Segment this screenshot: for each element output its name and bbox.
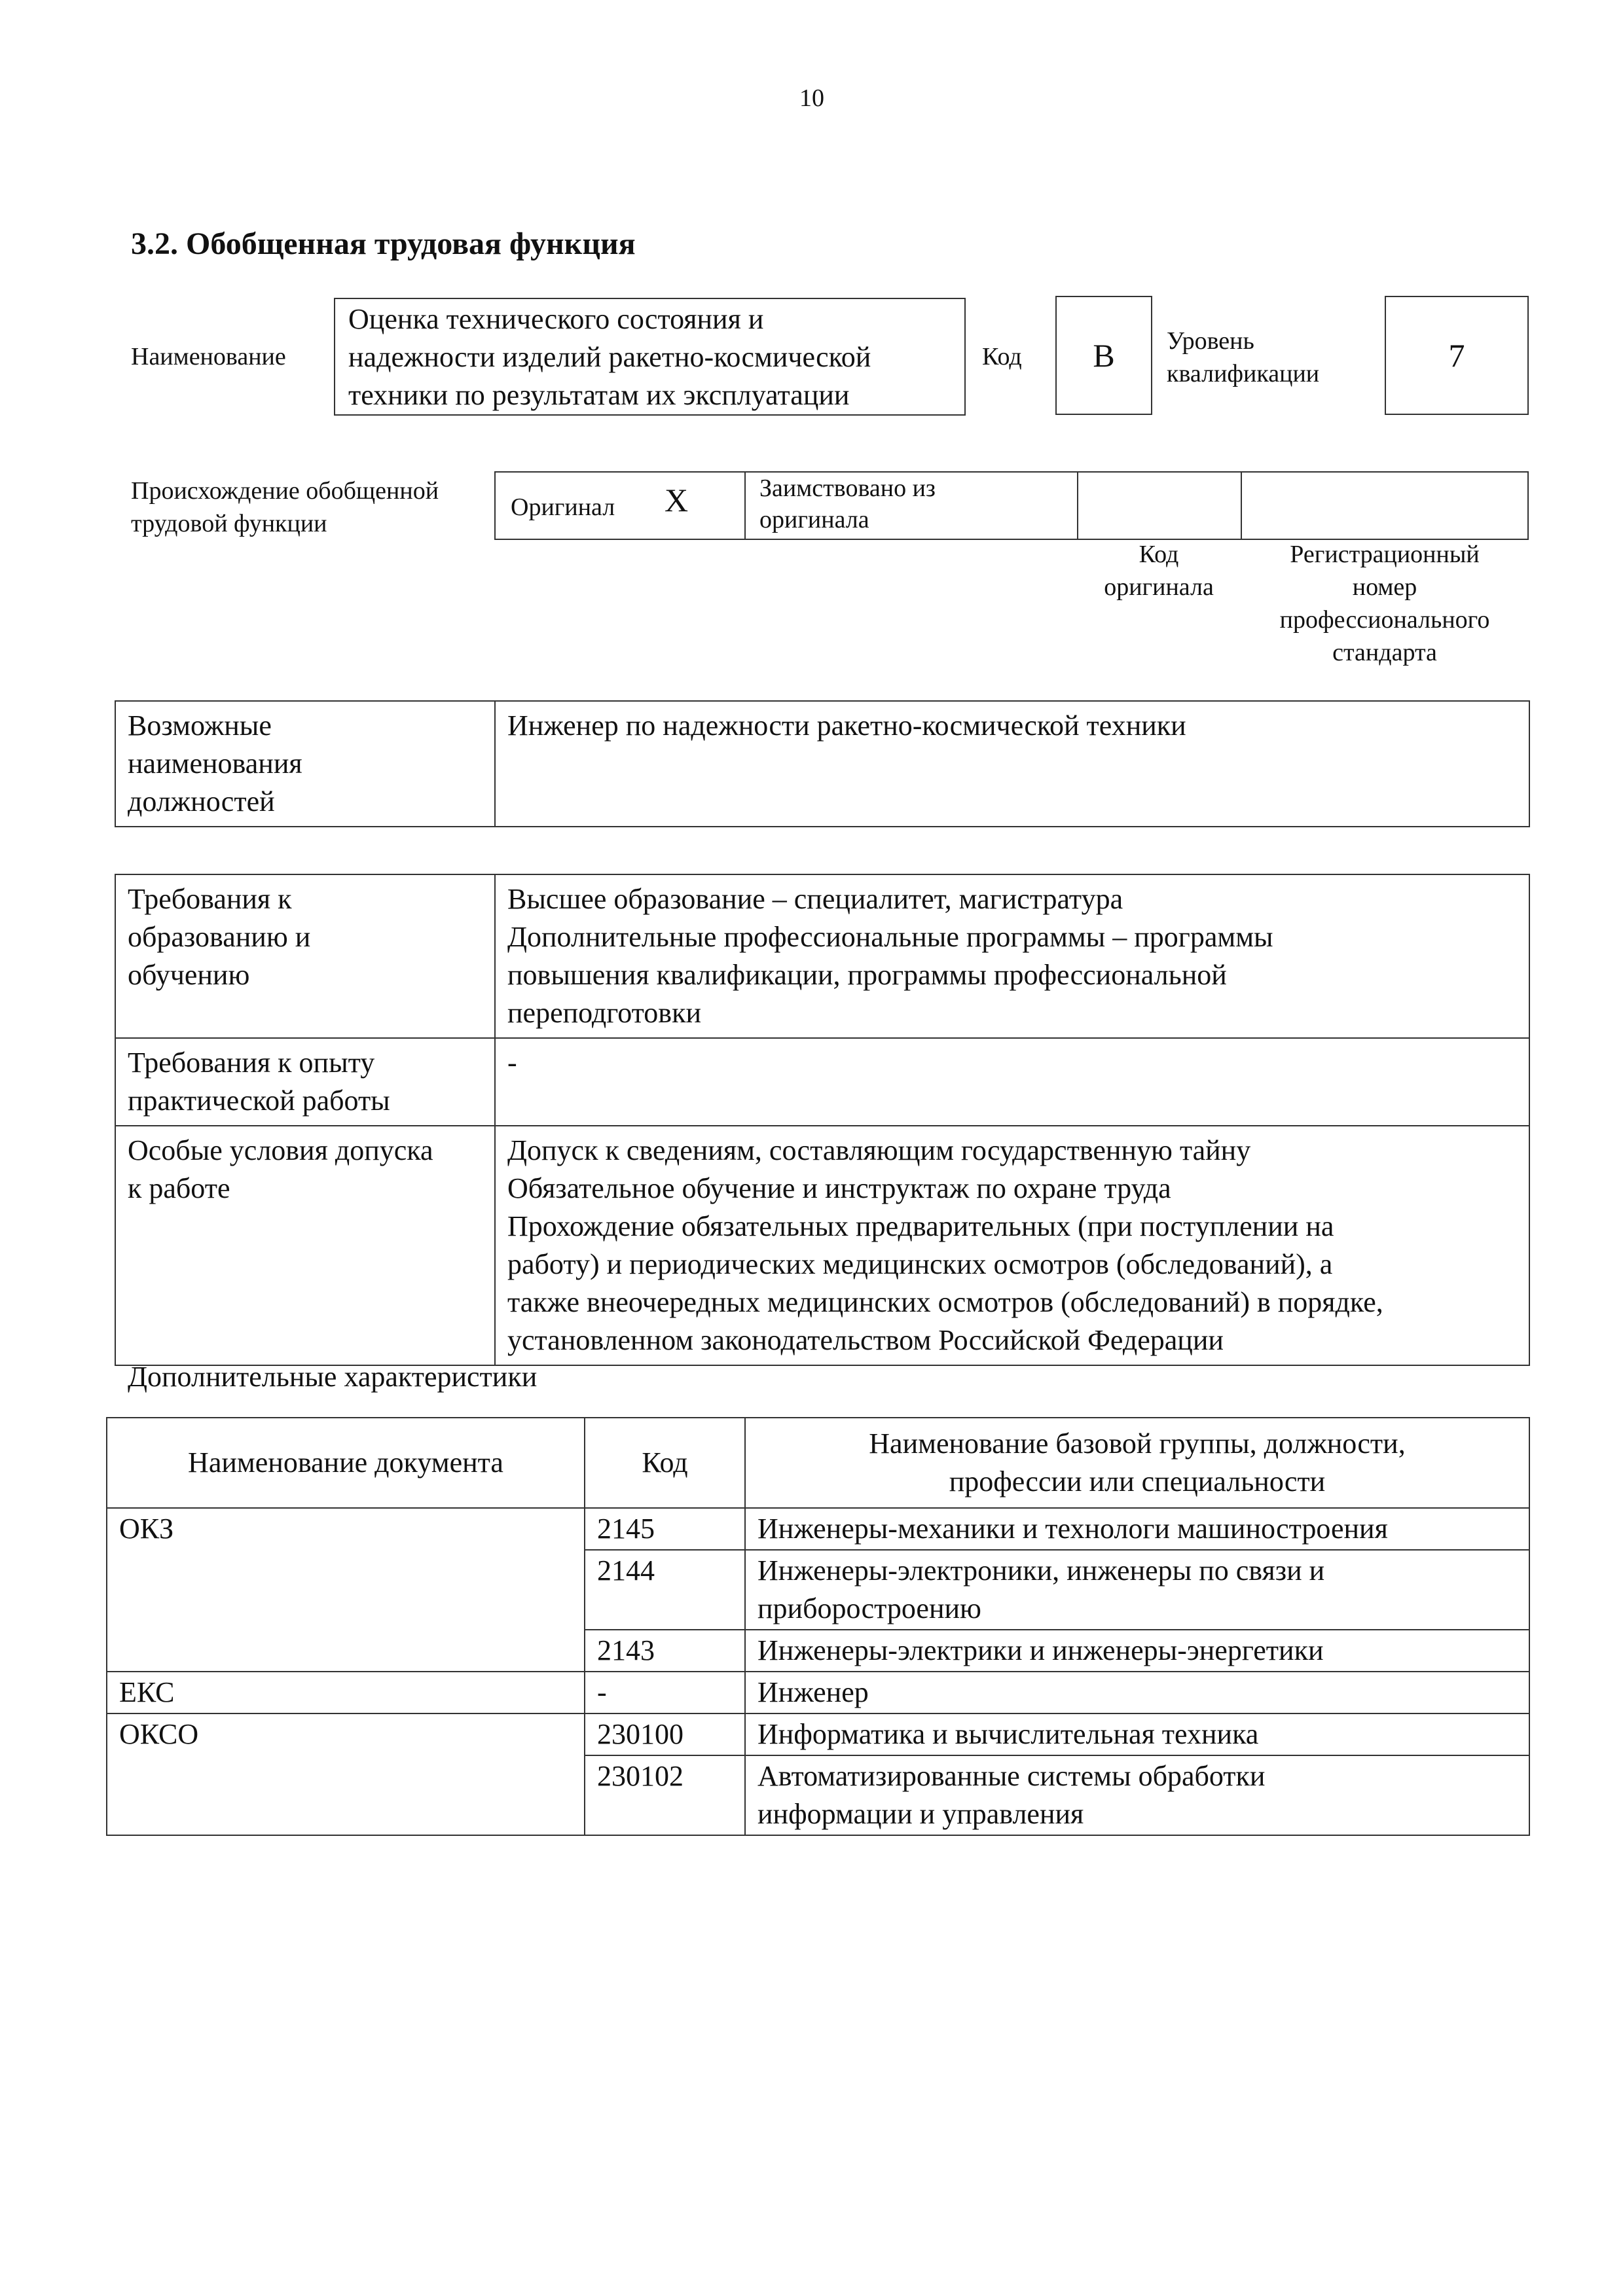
code-label: Код	[982, 343, 1022, 370]
borrowed-label	[759, 473, 936, 535]
name-cell	[745, 1755, 1529, 1835]
name-cell	[745, 1672, 1529, 1713]
requirement-label-line: обучению	[128, 959, 250, 991]
name-cell-line: приборостроению	[757, 1592, 981, 1624]
header-name-line: Наименование базовой группы, должности,	[869, 1427, 1406, 1460]
reg-number-caption-line: Регистрационный	[1290, 541, 1480, 568]
level-value: 7	[1385, 296, 1529, 415]
requirement-label-line: Требования к опыту	[128, 1047, 375, 1079]
header-name-line: профессии или специальности	[949, 1465, 1326, 1498]
header-code: Код	[585, 1418, 745, 1508]
borrowed-label-line: Заимствовано из	[759, 475, 936, 502]
requirement-value-line: повышения квалификации, программы профессиональной	[507, 959, 1227, 991]
level-label	[1167, 325, 1319, 390]
code-value: B	[1055, 296, 1152, 415]
requirement-value-line: работу) и периодических медицинских осмотров (обследований), а	[507, 1248, 1333, 1280]
page-number: 10	[799, 84, 824, 112]
level-label-line: Уровень	[1167, 327, 1254, 355]
positions-value: Инженер по надежности ракетно-космической техники	[495, 701, 1529, 827]
requirement-label-line: Особые условия допуска	[128, 1134, 433, 1166]
requirement-value-line: Обязательное обучение и инструктаж по охране труда	[507, 1172, 1171, 1204]
positions-table	[115, 700, 1530, 827]
origin-divider	[744, 471, 746, 540]
access-conditions-label	[115, 1126, 495, 1365]
requirement-value-line: установленном законодательством Российской Федерации	[507, 1324, 1224, 1356]
origin-label-line: трудовой функции	[131, 510, 327, 537]
section-title: 3.2. Обобщенная трудовая функция	[131, 226, 636, 261]
requirement-value-line: переподготовки	[507, 997, 701, 1029]
doc-cell: ОКСО	[107, 1713, 585, 1835]
original-label: Оригинал	[511, 493, 615, 521]
requirement-value-line: -	[507, 1047, 517, 1079]
function-name-line: техники по результатам их эксплуатации	[348, 379, 850, 411]
requirements-table	[115, 874, 1530, 1366]
code-original-caption-line: Код	[1139, 541, 1179, 568]
name-cell	[745, 1630, 1529, 1672]
experience-label	[115, 1038, 495, 1126]
experience-value	[495, 1038, 1529, 1126]
name-cell	[745, 1550, 1529, 1630]
origin-divider	[1241, 471, 1242, 540]
positions-label-line: должностей	[128, 785, 275, 817]
reg-number-caption-line: стандарта	[1332, 639, 1437, 666]
reg-number-caption-line: номер	[1352, 573, 1417, 601]
code-original-caption-line: оригинала	[1104, 573, 1214, 601]
header-doc: Наименование документа	[107, 1418, 585, 1508]
name-cell	[745, 1713, 1529, 1755]
code-cell: 2144	[585, 1550, 745, 1630]
function-name-box	[334, 298, 966, 416]
original-mark: X	[665, 482, 689, 518]
table-header-row	[107, 1418, 1529, 1508]
table-row	[107, 1508, 1529, 1550]
positions-label	[115, 701, 495, 827]
function-name-line: надежности изделий ракетно-космической	[348, 341, 871, 373]
name-cell-line: информации и управления	[757, 1798, 1084, 1830]
borrowed-label-line: оригинала	[759, 506, 869, 533]
table-row	[107, 1672, 1529, 1713]
table-row	[115, 874, 1529, 1038]
header-name	[745, 1418, 1529, 1508]
requirement-value-line: также внеочередных медицинских осмотров (обследований) в порядке,	[507, 1286, 1383, 1318]
name-cell-line: Инженер	[757, 1676, 869, 1708]
code-cell: 2145	[585, 1508, 745, 1550]
name-cell-line: Инженеры-электроники, инженеры по связи и	[757, 1554, 1325, 1587]
requirement-label-line: Требования к	[128, 883, 292, 915]
access-conditions-value	[495, 1126, 1529, 1365]
additional-title: Дополнительные характеристики	[128, 1361, 538, 1393]
table-row	[107, 1713, 1529, 1755]
doc-cell: ЕКС	[107, 1672, 585, 1713]
reg-number-caption-line: профессионального	[1279, 606, 1490, 634]
function-name-line: Оценка технического состояния и	[348, 303, 764, 335]
origin-label	[131, 475, 439, 540]
name-cell	[745, 1508, 1529, 1550]
code-cell: 230102	[585, 1755, 745, 1835]
origin-divider	[1077, 471, 1078, 540]
code-cell: 230100	[585, 1713, 745, 1755]
name-cell-line: Информатика и вычислительная техника	[757, 1718, 1259, 1750]
code-cell: -	[585, 1672, 745, 1713]
requirement-value-line: Допуск к сведениям, составляющим государственную тайну	[507, 1134, 1251, 1166]
requirement-label-line: образованию и	[128, 921, 311, 953]
name-cell-line: Инженеры-механики и технологи машиностроения	[757, 1513, 1388, 1545]
origin-label-line: Происхождение обобщенной	[131, 477, 439, 505]
positions-label-line: наименования	[128, 747, 302, 780]
education-value	[495, 874, 1529, 1038]
name-cell-line: Инженеры-электрики и инженеры-энергетики	[757, 1634, 1324, 1666]
name-label: Наименование	[131, 343, 286, 370]
requirement-label-line: практической работы	[128, 1085, 390, 1117]
code-original-caption	[1077, 538, 1241, 603]
additional-table	[106, 1417, 1530, 1836]
origin-box	[494, 471, 1529, 540]
positions-label-line: Возможные	[128, 709, 272, 742]
education-label	[115, 874, 495, 1038]
table-row	[115, 1126, 1529, 1365]
doc-cell: ОКЗ	[107, 1508, 585, 1672]
code-cell: 2143	[585, 1630, 745, 1672]
table-row	[115, 701, 1529, 827]
requirement-value-line: Высшее образование – специалитет, магистратура	[507, 883, 1123, 915]
table-row	[115, 1038, 1529, 1126]
level-label-line: квалификации	[1167, 360, 1320, 387]
requirement-value-line: Дополнительные профессиональные программы – программы	[507, 921, 1273, 953]
requirement-value-line: Прохождение обязательных предварительных (при поступлении на	[507, 1210, 1334, 1242]
requirement-label-line: к работе	[128, 1172, 230, 1204]
name-cell-line: Автоматизированные системы обработки	[757, 1760, 1266, 1792]
reg-number-caption	[1241, 538, 1529, 669]
